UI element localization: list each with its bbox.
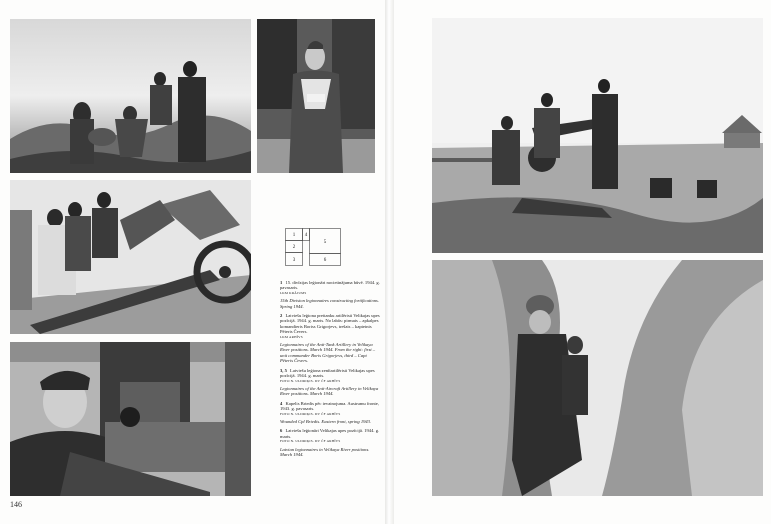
caption-english: 15th Division legionnaires constructing fortifications. Spring 1944.: [280, 298, 379, 309]
photo-antiaircraft-gunner: [10, 342, 251, 496]
caption-latvian: Kapelis Briedis pēc ievainojuma. Austrumu fronte, 1943. g. pavasaris.: [280, 400, 379, 412]
page-number: 146: [10, 500, 22, 509]
caption-number: 2: [280, 313, 283, 319]
legend-label-2: 2: [292, 245, 296, 250]
caption-latvian: 15. divīzijas leģionāri nocietinājuma būvē. 1944. g. pavasaris.: [280, 280, 380, 291]
caption-credit: FOTO N. ULDRIĶIS. DV ČF ARHĪVS: [280, 378, 341, 383]
caption-6: [280, 428, 380, 457]
legend-label-5: 5: [323, 240, 327, 245]
caption-2: [280, 313, 380, 364]
caption-number: 4: [280, 400, 283, 406]
caption-latvian: Latviešu leģionāri Velikajas upes pozīcijā. 1944. g. marts.: [280, 428, 380, 439]
caption-number: 3, 5: [280, 367, 287, 373]
caption-3-5: [280, 368, 380, 397]
caption-credit: FOTO N. ULDRIĶIS. DV ČF ARHĪVS: [280, 439, 341, 444]
caption-english: Latvian legionnaires in Velikaya River positions. March 1944.: [280, 446, 370, 457]
legend-label-4: 4: [304, 233, 308, 238]
caption-4: [280, 401, 380, 425]
legend-label-1: 1: [292, 233, 296, 238]
photo-wounded-corporal: [257, 19, 375, 173]
caption-credit: LKM ARHĪVS: [280, 334, 303, 339]
photo-layout-legend: [285, 228, 341, 266]
photo-antitank-artillery: [10, 180, 251, 334]
caption-latvian: Latviešu leģiona zenītartilēristi Velikajas upes pozīcijā. 1944. g. marts.: [280, 367, 375, 379]
photo-antiaircraft-gun-crew: [432, 18, 763, 253]
right-page: [394, 0, 771, 524]
caption-english: Legionnaires of the Anti-Tank Artillery in Velikaya River positions. March 1944. From the right: first – unit commander Boris Grigorjevs, third – Capt Pēteris Čevers.: [280, 342, 376, 364]
caption-credit: LKM KRĀJUMS: [280, 290, 307, 295]
caption-english: Wounded Cpl Briedis. Eastern front, spring 1943.: [280, 418, 372, 424]
photo-trench-legionnaires: [432, 260, 763, 496]
caption-number: 1: [280, 280, 283, 285]
legend-label-6: 6: [323, 258, 327, 263]
legend-label-3: 3: [292, 258, 296, 263]
left-page: [0, 0, 385, 524]
caption-english: Legionnaires of the Anti-Aircraft Artillery in Velikaya River positions. March 1944.: [280, 385, 379, 397]
caption-1: [280, 280, 380, 309]
caption-latvian: Latviešu leģiona prettanku artilēristi Velikajas upes pozīcijā. 1944. g. marts. No labās: pirmais – apkalpes komandieris Boriss Grigorjevs, trešais – kapteinis Pēteris Čevers.: [280, 313, 380, 335]
photo-fortification-construction: [10, 19, 251, 173]
caption-number: 6: [280, 428, 283, 434]
book-gutter: [385, 0, 394, 524]
caption-block: [280, 280, 380, 461]
caption-credit: FOTO N. ULDRIĶIS. DV ČF ARHĪVS: [280, 411, 341, 416]
